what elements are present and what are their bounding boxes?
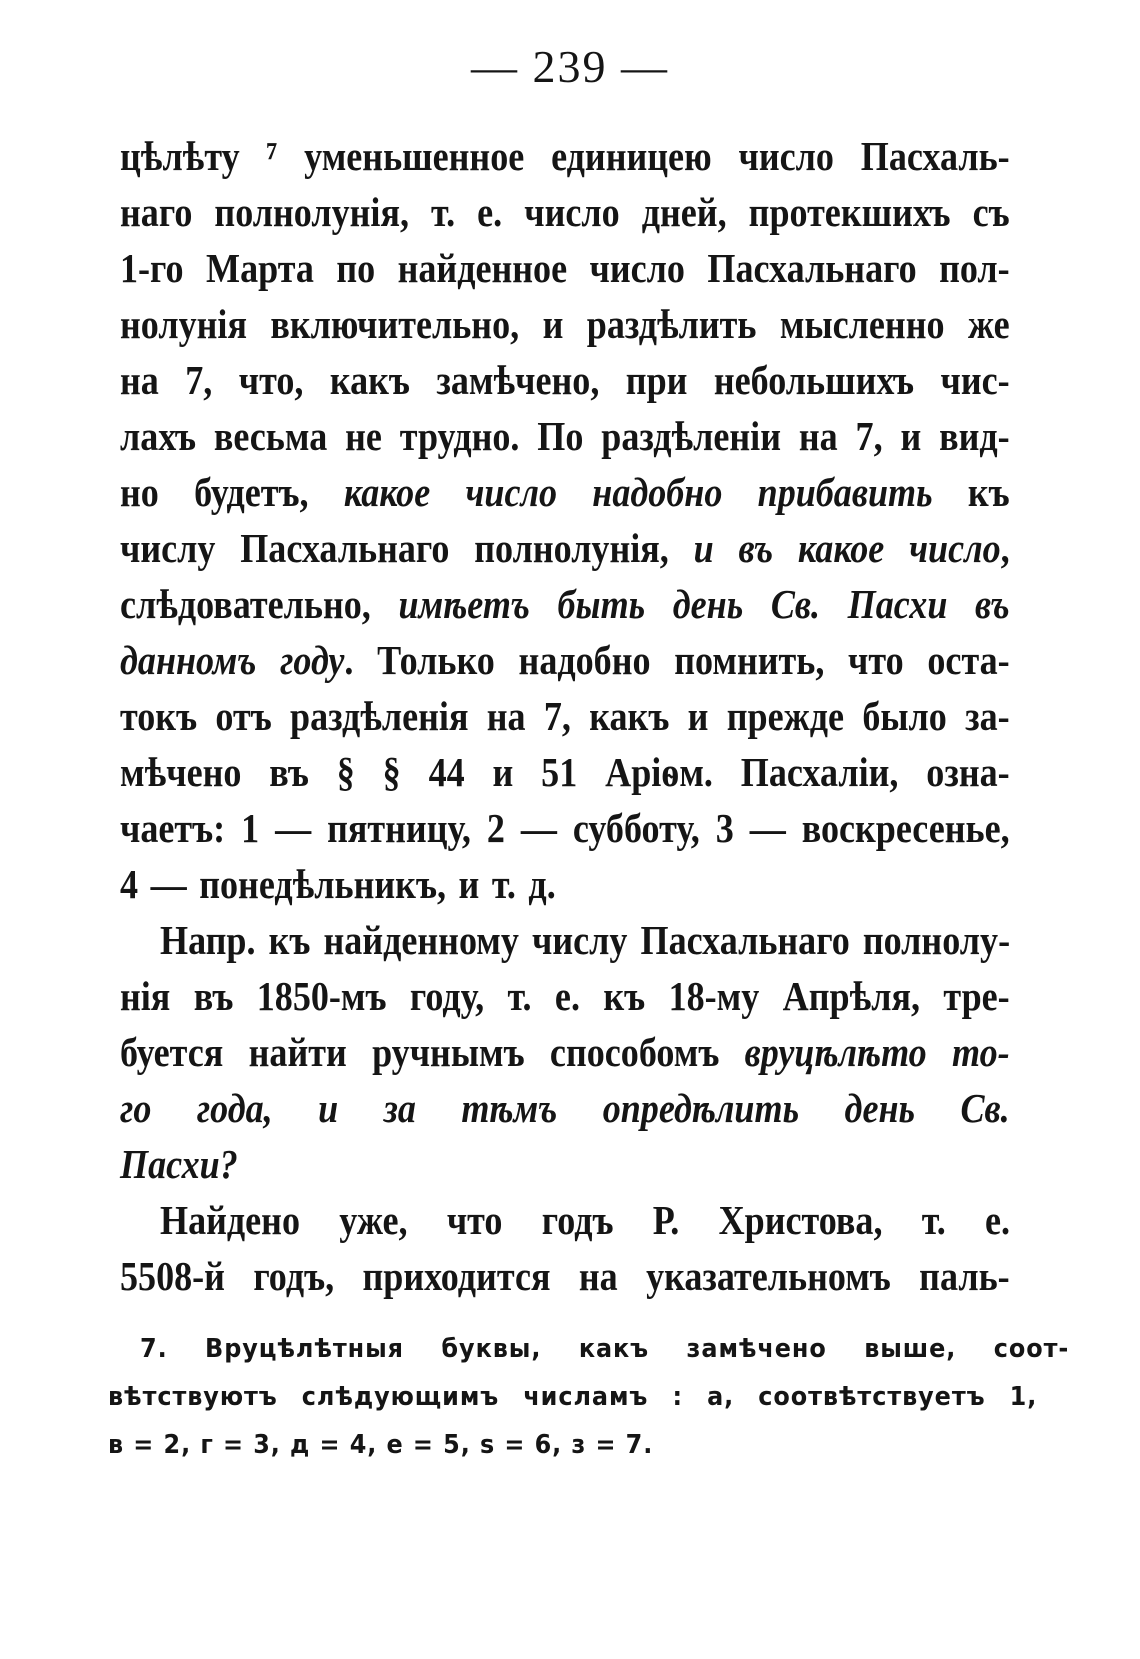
- footnote-line: 7. Вруцѣлѣтныя буквы, какъ замѣчено выше, соот-: [140, 1334, 1070, 1364]
- text-segment: ,: [1000, 525, 1010, 571]
- text-line: 4 — понедѣльникъ, и т. д.: [120, 861, 556, 907]
- page-number: — 239 —: [471, 41, 669, 92]
- text-segment: къ: [932, 469, 1010, 515]
- italic-line: го года, и за тѣмъ опредѣлить день Св.: [120, 1085, 1010, 1131]
- italic-emphasis: какое число надобно прибавить: [343, 469, 933, 515]
- text-segment: числу Пасхальнаго полнолунія,: [120, 525, 694, 571]
- text-segment: . Только надобно помнить, что оста-: [344, 637, 1010, 683]
- text-line: 5508-й годъ, приходится на указательномъ паль-: [120, 1253, 1010, 1299]
- text-line: [120, 575, 1010, 633]
- text-line: лахъ весьма не трудно. По раздѣленіи на 7, и вид-: [120, 413, 1010, 459]
- footnote-line: в = 2, г = 3, д = 4, е = 5, ѕ = 6, з = 7.: [108, 1430, 654, 1460]
- text-line: нолунія включительно, и раздѣлить мысленно же: [120, 301, 1010, 347]
- text-segment: но будетъ,: [120, 469, 344, 515]
- italic-emphasis: и въ какое число: [693, 525, 1001, 571]
- italic-emphasis: имѣетъ быть день Св. Пасхи въ: [398, 581, 1010, 627]
- paragraph-first-line: Напр. къ найденному числу Пасхальнаго полнолу-: [160, 917, 1011, 963]
- text-line: [120, 519, 1010, 577]
- paragraph-first-line: Найдено уже, что годъ Р. Христова, т. е.: [160, 1197, 1011, 1243]
- text-line: токъ отъ раздѣленія на 7, какъ и прежде было за-: [120, 693, 1010, 739]
- text-line: чаетъ: 1 — пятницу, 2 — субботу, 3 — воскресенье,: [120, 805, 1010, 851]
- text-line: [120, 631, 1010, 689]
- text-line: на 7, что, какъ замѣчено, при небольшихъ чис-: [120, 357, 1010, 403]
- italic-emphasis: вруцѣлѣто то-: [744, 1029, 1010, 1075]
- text-line: наго полнолунія, т. е. число дней, протекшихъ съ: [120, 189, 1010, 235]
- text-segment: буется найти ручнымъ способомъ: [120, 1029, 745, 1075]
- italic-line: Пасхи?: [120, 1141, 238, 1187]
- text-line: мѣчено въ § § 44 и 51 Аріѳм. Пасхаліи, озна-: [120, 749, 1010, 795]
- footnote-line: вѣтствуютъ слѣдующимъ числамъ : а, соотвѣтствуетъ 1,: [108, 1382, 1038, 1412]
- text-line: [120, 1023, 1010, 1081]
- text-line: [120, 463, 1010, 521]
- italic-emphasis: данномъ году: [120, 637, 345, 683]
- text-line: 1-го Марта по найденное число Пасхальнаго пол-: [120, 245, 1010, 291]
- text-line: нія въ 1850-мъ году, т. е. къ 18-му Апрѣля, тре-: [120, 973, 1010, 1019]
- text-segment: слѣдовательно,: [120, 581, 399, 627]
- text-line: цѣлѣту ⁷ уменьшенное единицею число Пасхаль-: [120, 133, 1010, 179]
